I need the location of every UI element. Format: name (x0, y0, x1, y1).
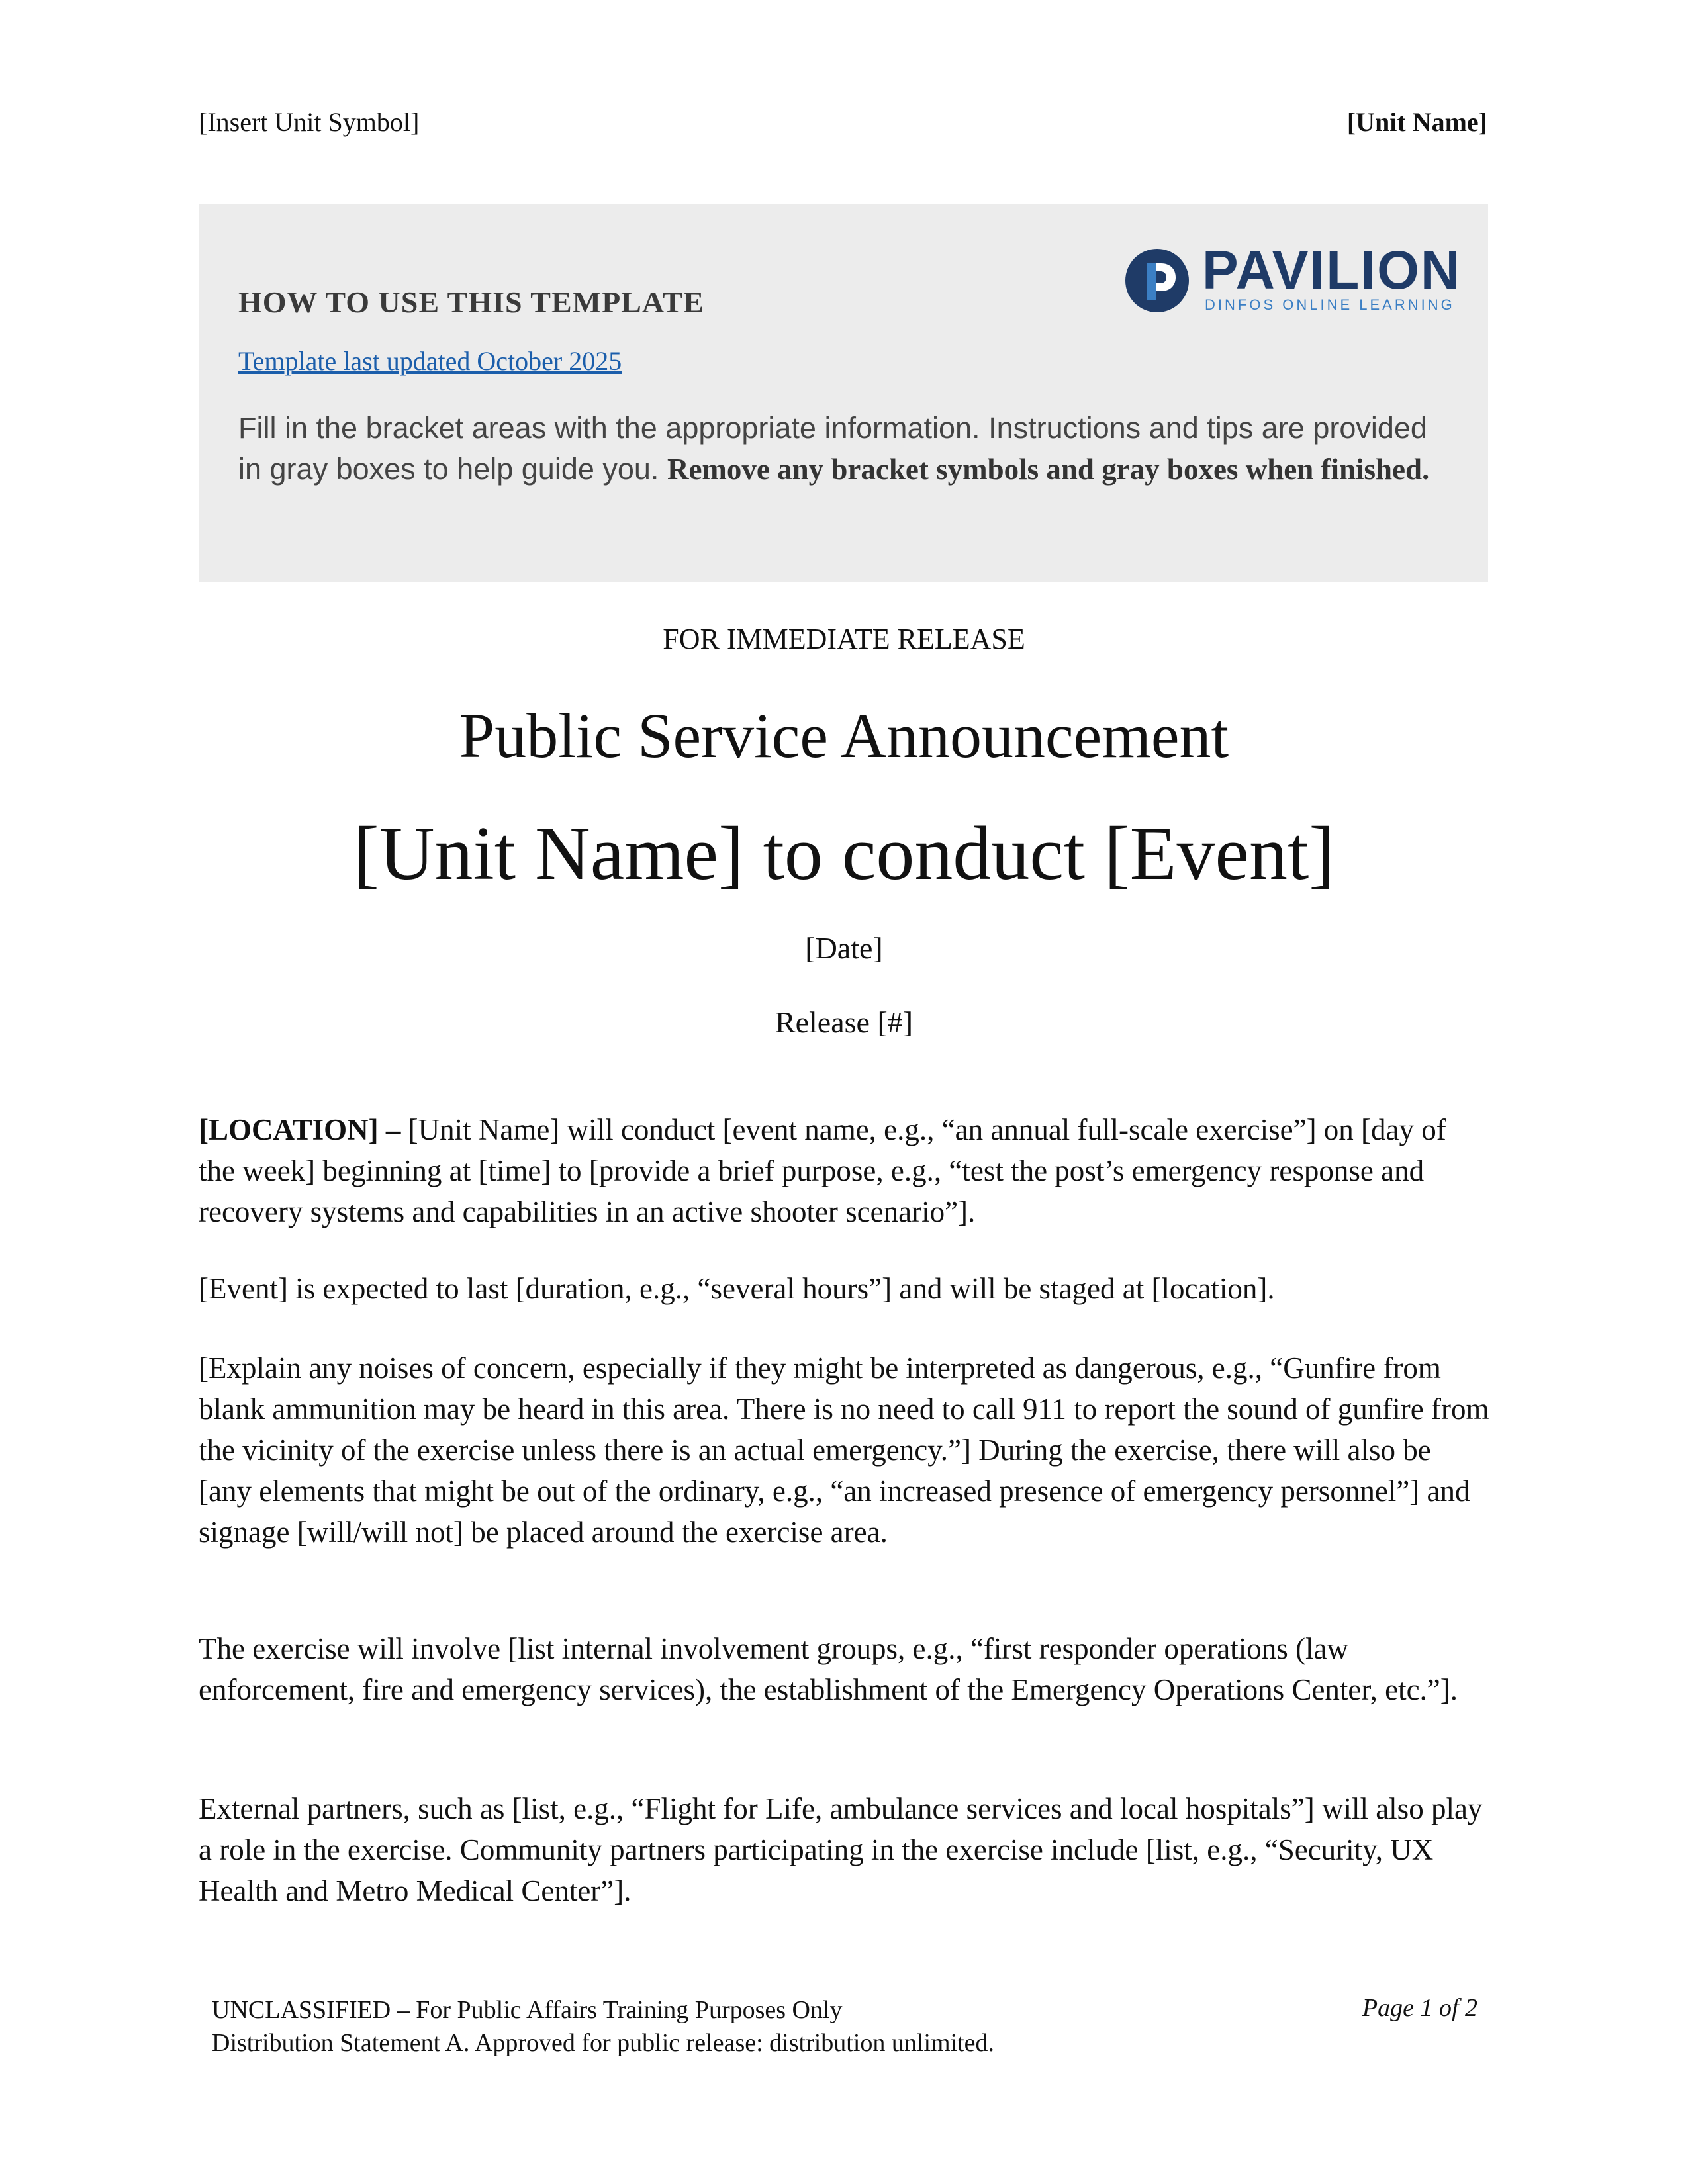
paragraph-4-text: The exercise will involve [list internal involvement groups, e.g., “first responder operations (law enforcement, fire and emergency services), the establishment of the Emergency Operations Center, etc.”]. (199, 1632, 1458, 1706)
paragraph-5-text: External partners, such as [list, e.g., “Flight for Life, ambulance services and local hospitals”] will also play a role in the exercise. Community partners participating in the exercise include [list, e.g., “Security, UX Health and Metro Medical Center”]. (199, 1792, 1483, 1907)
template-updated-link[interactable]: Template last updated October 2025 (238, 346, 622, 376)
template-instructions-box (199, 204, 1488, 582)
release-number: Release [#] (774, 1005, 914, 1039)
instructions-text: Fill in the bracket areas with the appropriate information. Instructions and tips are provided in gray boxes to help guide you. (238, 411, 1427, 486)
template-title: HOW TO USE THIS TEMPLATE (238, 285, 705, 319)
logo-name: PAVILION (1202, 240, 1462, 300)
instructions-bold: Remove any bracket symbols and gray boxes when finished. (667, 453, 1430, 486)
pavilion-logo (1124, 240, 1462, 316)
release-notice: FOR IMMEDIATE RELEASE (663, 623, 1025, 655)
document-type: Public Service Announcement (459, 700, 1229, 771)
header-unit-name: [Unit Name] (1346, 107, 1487, 137)
paragraph-3-text: [Explain any noises of concern, especially if they might be interpreted as dangerous, e.g., “Gunfire from blank ammunition may be heard in this area. There is no need to call 911 to report the sound of gunfire from the vicinity of the exercise unless there is an actual emergency.”] During the exercise, there will also be [any elements that might be out of the ordinary, e.g., “an increased presence of emergency personnel”] and signage [will/will not] be placed around the exercise area. (199, 1351, 1489, 1549)
location-lead: [LOCATION] – (199, 1113, 401, 1146)
footer (212, 1993, 994, 2060)
body-paragraph-3 (199, 1347, 1489, 1553)
release-date: [Date] (805, 931, 883, 965)
paragraph-1-text: [Unit Name] will conduct [event name, e.g., “an annual full-scale exercise”] on [day of the week] beginning at [time] to [provide a brief purpose, e.g., “test the post’s emergency response and recovery systems and capabilities in an active shooter scenario”]. (199, 1113, 1446, 1228)
header-unit-symbol: [Insert Unit Symbol] (199, 107, 420, 137)
body-paragraph-5 (199, 1788, 1489, 1911)
body-paragraph-4 (199, 1628, 1489, 1710)
logo-subtitle: DINFOS ONLINE LEARNING (1205, 296, 1455, 313)
page-number: Page 1 of 2 (1362, 1994, 1477, 2022)
headline: [Unit Name] to conduct [Event] (353, 811, 1335, 896)
paragraph-2-text: [Event] is expected to last [duration, e.g., “several hours”] and will be staged at [location]. (199, 1272, 1275, 1305)
footer-distribution: Distribution Statement A. Approved for public release: distribution unlimited. (212, 2029, 995, 2057)
template-instructions (238, 408, 1456, 490)
footer-classification: UNCLASSIFIED – For Public Affairs Training Purposes Only (212, 1996, 843, 2024)
body-paragraph-2 (199, 1268, 1489, 1309)
body-paragraph-1 (199, 1109, 1489, 1232)
pavilion-logo-icon (1124, 248, 1190, 314)
